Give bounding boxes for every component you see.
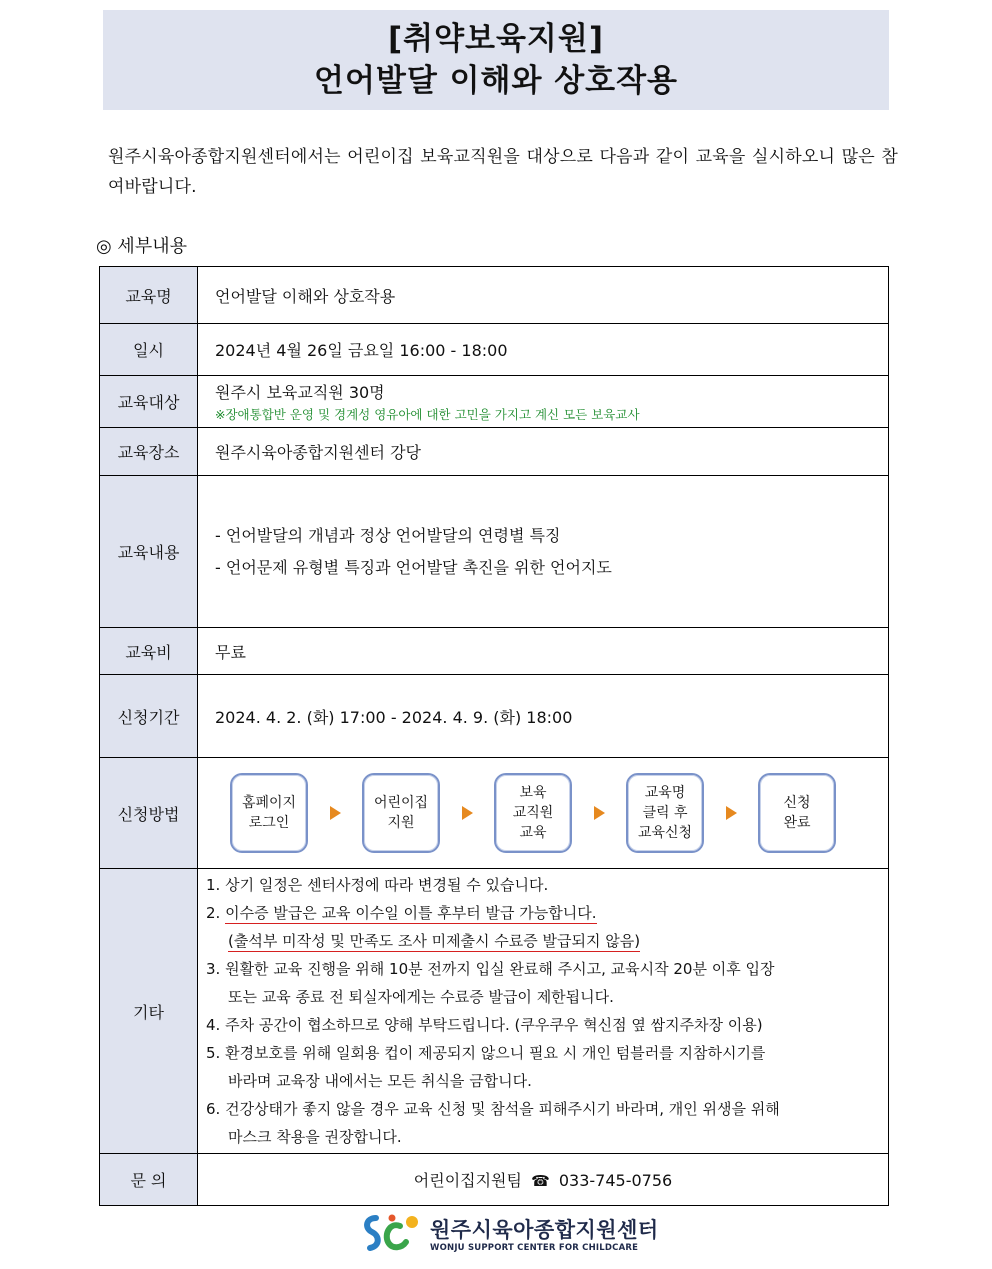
value-target: 원주시 보육교직원 30명 <box>215 383 385 402</box>
etc-line: 바라며 교육장 내에서는 모든 취식을 금합니다. <box>228 1072 532 1090</box>
phone-icon: ☎ <box>531 1172 550 1190</box>
label-method: 신청방법 <box>100 758 198 869</box>
flow-step: 신청 완료 <box>758 773 836 853</box>
flow-step: 홈페이지 로그인 <box>230 773 308 853</box>
target-note: ※장애통합반 운영 및 경계성 영유아에 대한 고민을 가지고 계신 모든 보육교사 <box>215 407 640 422</box>
label-date: 일시 <box>100 324 198 376</box>
label-fee: 교육비 <box>100 628 198 675</box>
etc-line: 또는 교육 종료 전 퇴실자에게는 수료증 발급이 제한됩니다. <box>228 988 614 1006</box>
etc-line: 3. 원활한 교육 진행을 위해 10분 전까지 입실 완료해 주시고, 교육시작 20분 이후 입장 <box>206 960 775 978</box>
value-fee: 무료 <box>198 628 889 675</box>
label-etc: 기타 <box>100 869 198 1154</box>
etc-line: 4. 주차 공간이 협소하므로 양해 부탁드립니다. (쿠우쿠우 혁신점 옆 쌈지주차장 이용) <box>206 1016 763 1034</box>
etc-line: 6. 건강상태가 좋지 않을 경우 교육 신청 및 참석을 피해주시기 바라며, 개인 위생을 위해 <box>206 1100 780 1118</box>
etc-line: 마스크 착용을 권장합니다. <box>228 1128 402 1146</box>
value-etc-cell <box>198 869 889 1154</box>
intro-paragraph: 원주시육아종합지원센터에서는 어린이집 보육교직원을 대상으로 다음과 같이 교육을 실시하오니 많은 참여바랍니다. <box>108 147 898 197</box>
flow-step: 어린이집 지원 <box>362 773 440 853</box>
title-category: [취약보육지원] <box>387 21 604 57</box>
content-item: - 언어문제 유형별 특징과 언어발달 촉진을 위한 언어지도 <box>215 557 612 577</box>
title-banner <box>103 10 889 110</box>
center-logo-icon <box>362 1212 424 1258</box>
row-name <box>100 267 889 324</box>
flow-step: 교육명 클릭 후 교육신청 <box>626 773 704 853</box>
row-date <box>100 324 889 376</box>
arrow-right-icon <box>440 806 494 820</box>
arrow-right-icon <box>308 806 362 820</box>
row-target <box>100 376 889 428</box>
etc-line: 5. 환경보호를 위해 일회용 컵이 제공되지 않으니 필요 시 개인 텀블러를 지참하시기를 <box>206 1044 766 1062</box>
value-target-cell <box>198 376 889 428</box>
content-item: - 언어발달의 개념과 정상 언어발달의 연령별 특징 <box>215 525 561 545</box>
page-title: 언어발달 이해와 상호작용 <box>314 63 678 99</box>
apply-flow <box>198 773 888 853</box>
value-name: 언어발달 이해와 상호작용 <box>198 267 889 324</box>
value-content-cell <box>198 476 889 628</box>
value-contact <box>198 1154 889 1206</box>
value-period: 2024. 4. 2. (화) 17:00 - 2024. 4. 9. (화) 18:00 <box>198 675 889 758</box>
arrow-right-icon <box>704 806 758 820</box>
label-period: 신청기간 <box>100 675 198 758</box>
row-contact <box>100 1154 889 1206</box>
row-etc <box>100 869 889 1154</box>
etc-line <box>206 899 888 927</box>
label-content: 교육내용 <box>100 476 198 628</box>
label-name: 교육명 <box>100 267 198 324</box>
label-target: 교육대상 <box>100 376 198 428</box>
row-period <box>100 675 889 758</box>
row-place <box>100 428 889 476</box>
logo-text <box>430 1217 659 1253</box>
etc-line: 1. 상기 일정은 센터사정에 따라 변경될 수 있습니다. <box>206 876 549 894</box>
etc-line <box>206 927 888 955</box>
etc-underlined: (출석부 미작성 및 만족도 조사 미제출시 수료증 발급되지 않음) <box>228 932 641 950</box>
row-method <box>100 758 889 869</box>
row-content <box>100 476 889 628</box>
flow-step: 보육 교직원 교육 <box>494 773 572 853</box>
label-place: 교육장소 <box>100 428 198 476</box>
etc-number: 2. <box>206 904 226 922</box>
row-fee <box>100 628 889 675</box>
footer-logo <box>362 1212 659 1258</box>
arrow-right-icon <box>572 806 626 820</box>
org-name-ko: 원주시육아종합지원센터 <box>430 1218 659 1242</box>
value-method-cell <box>198 758 889 869</box>
contact-team: 어린이집지원팀 <box>413 1171 522 1190</box>
contact-phone: 033-745-0756 <box>558 1171 673 1190</box>
value-date: 2024년 4월 26일 금요일 16:00 - 18:00 <box>198 324 889 376</box>
section-heading: ◎ 세부내용 <box>96 236 187 257</box>
org-name-en: WONJU SUPPORT CENTER FOR CHILDCARE <box>430 1243 639 1253</box>
value-place: 원주시육아종합지원센터 강당 <box>198 428 889 476</box>
etc-underlined: 이수증 발급은 교육 이수일 이틀 후부터 발급 가능합니다. <box>225 904 597 922</box>
detail-table <box>99 266 889 1206</box>
label-contact: 문 의 <box>100 1154 198 1206</box>
